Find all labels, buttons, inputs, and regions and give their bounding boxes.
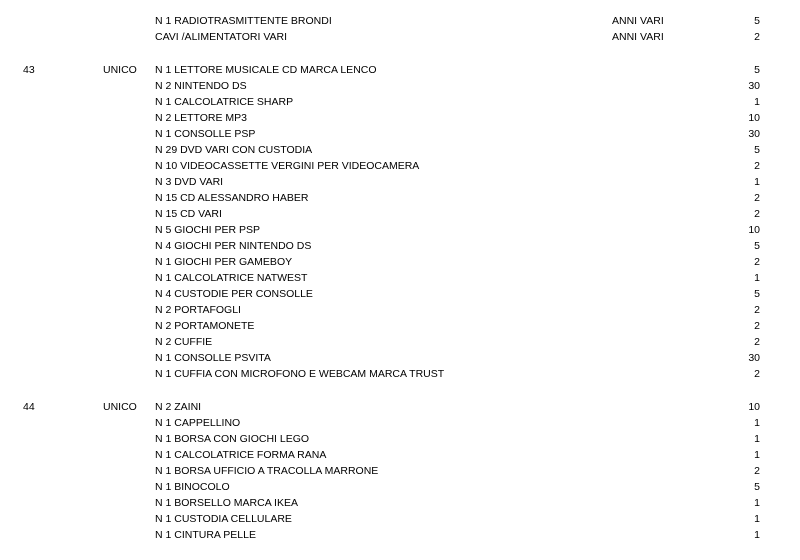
item-quantity: 10 [748,401,760,413]
item-description: N 4 CUSTODIE PER CONSOLLE [155,288,313,300]
item-quantity: 1 [754,433,760,445]
item-year: ANNI VARI [612,31,664,43]
item-description: N 2 NINTENDO DS [155,80,247,92]
item-description: N 10 VIDEOCASSETTE VERGINI PER VIDEOCAMERA [155,160,420,172]
table-row [0,158,800,174]
table-row [0,286,800,302]
item-quantity: 1 [754,513,760,525]
item-quantity: 5 [754,240,760,252]
item-description: N 15 CD VARI [155,208,222,220]
item-quantity: 2 [754,465,760,477]
item-description: N 1 CALCOLATRICE NATWEST [155,272,308,284]
item-quantity: 1 [754,449,760,461]
table-row [0,318,800,334]
table-row [0,238,800,254]
item-description: N 1 CONSOLLE PSVITA [155,352,271,364]
item-quantity: 2 [754,160,760,172]
item-quantity: 2 [754,368,760,380]
lot-number: 44 [23,401,35,413]
table-row [0,511,800,527]
item-description: N 1 BORSA UFFICIO A TRACOLLA MARRONE [155,465,379,477]
item-quantity: 2 [754,304,760,316]
table-row [0,142,800,158]
item-description: N 1 GIOCHI PER GAMEBOY [155,256,293,268]
item-quantity: 1 [754,529,760,541]
item-description: N 5 GIOCHI PER PSP [155,224,261,236]
item-quantity: 30 [748,80,760,92]
item-quantity: 2 [754,31,760,43]
item-quantity: 1 [754,497,760,509]
item-description: N 2 CUFFIE [155,336,213,348]
item-description: N 2 LETTORE MP3 [155,112,247,124]
item-year: ANNI VARI [612,15,664,27]
item-quantity: 5 [754,481,760,493]
item-quantity: 30 [748,128,760,140]
table-row [0,78,800,94]
table-row [0,206,800,222]
item-description: N 1 CALCOLATRICE FORMA RANA [155,449,327,461]
item-description: N 2 PORTAFOGLI [155,304,241,316]
table-row [0,479,800,495]
table-row [0,174,800,190]
item-description: N 3 DVD VARI [155,176,224,188]
item-description: N 1 BORSA CON GIOCHI LEGO [155,433,310,445]
table-row [0,222,800,238]
item-description: CAVI /ALIMENTATORI VARI [155,31,288,43]
item-description: N 2 ZAINI [155,401,202,413]
item-description: N 1 LETTORE MUSICALE CD MARCA LENCO [155,64,377,76]
item-quantity: 1 [754,96,760,108]
table-row [0,62,800,78]
table-row [0,302,800,318]
item-quantity: 10 [748,224,760,236]
table-row [0,399,800,415]
table-row [0,350,800,366]
lot-group-43 [0,62,800,382]
table-row [0,415,800,431]
item-quantity: 1 [754,272,760,284]
table-row [0,110,800,126]
table-row [0,190,800,206]
table-row [0,527,800,543]
item-quantity: 2 [754,336,760,348]
item-description: N 1 BORSELLO MARCA IKEA [155,497,298,509]
item-quantity: 5 [754,144,760,156]
item-quantity: 5 [754,15,760,27]
table-row [0,13,800,29]
item-quantity: 5 [754,64,760,76]
table-row [0,270,800,286]
item-description: N 4 GIOCHI PER NINTENDO DS [155,240,312,252]
item-quantity: 5 [754,288,760,300]
item-description: N 1 BINOCOLO [155,481,230,493]
table-row [0,495,800,511]
table-row [0,447,800,463]
item-description: N 15 CD ALESSANDRO HABER [155,192,309,204]
lot-type: UNICO [103,401,137,413]
table-row [0,366,800,382]
item-description: N 1 CUFFIA CON MICROFONO E WEBCAM MARCA TRUST [155,368,445,380]
item-quantity: 2 [754,256,760,268]
item-quantity: 1 [754,176,760,188]
item-quantity: 1 [754,417,760,429]
item-description: N 1 CUSTODIA CELLULARE [155,513,292,525]
lot-number: 43 [23,64,35,76]
lot-group-44 [0,399,800,543]
table-row [0,254,800,270]
item-description: N 1 CONSOLLE PSP [155,128,256,140]
item-quantity: 2 [754,208,760,220]
table-row [0,29,800,45]
lot-type: UNICO [103,64,137,76]
item-quantity: 30 [748,352,760,364]
item-description: N 1 CAPPELLINO [155,417,241,429]
table-row [0,126,800,142]
lot-group-continuation [0,13,800,45]
item-description: N 1 RADIOTRASMITTENTE BRONDI [155,15,332,27]
table-row [0,463,800,479]
item-quantity: 10 [748,112,760,124]
table-row [0,431,800,447]
item-description: N 1 CALCOLATRICE SHARP [155,96,294,108]
table-row [0,94,800,110]
item-description: N 2 PORTAMONETE [155,320,255,332]
table-row [0,334,800,350]
item-quantity: 2 [754,320,760,332]
item-quantity: 2 [754,192,760,204]
item-description: N 1 CINTURA PELLE [155,529,256,541]
item-description: N 29 DVD VARI CON CUSTODIA [155,144,313,156]
